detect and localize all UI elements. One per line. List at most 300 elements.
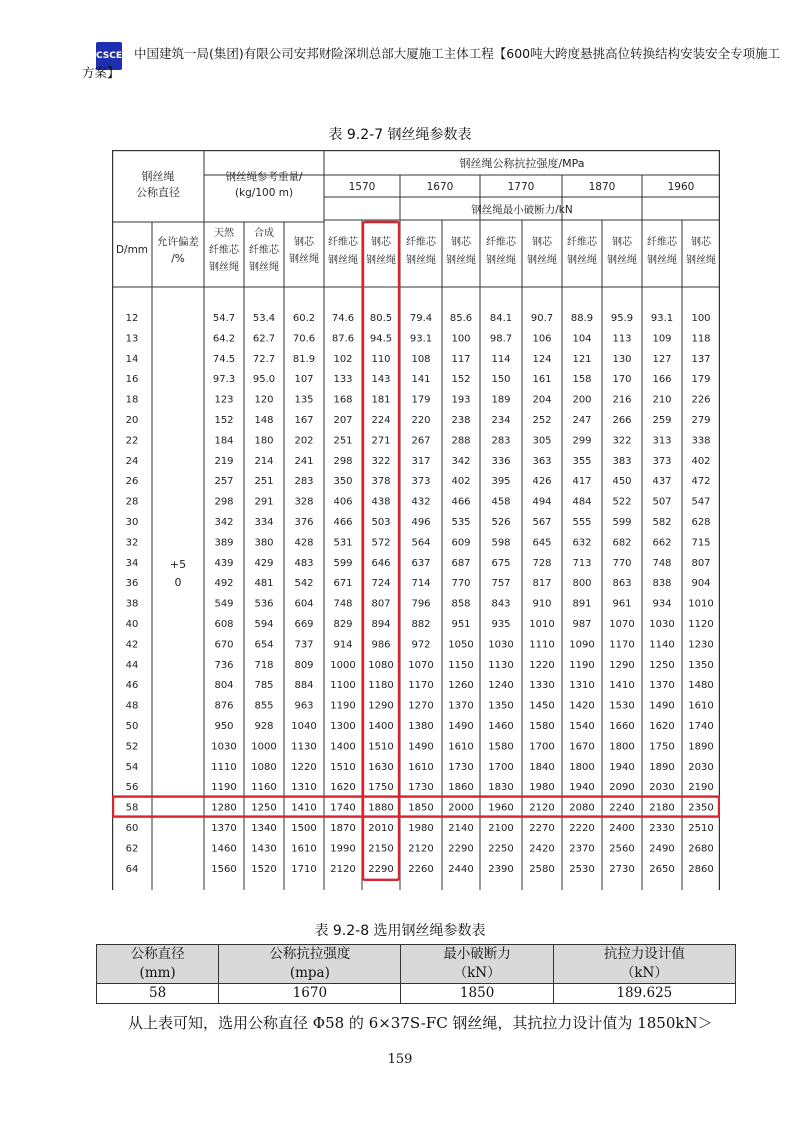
table-cell: 637 xyxy=(411,557,431,569)
table-cell: 483 xyxy=(294,557,314,569)
header-diameter-1: 钢丝绳 xyxy=(141,170,175,183)
body-paragraph: 从上表可知，选用公称直径 Φ58 的 6×37S-FC 钢丝绳，其抗拉力设计值为 1850kN＞ xyxy=(128,1014,713,1032)
table-cell: 807 xyxy=(691,557,711,569)
table-cell: 87.6 xyxy=(331,333,355,345)
table-cell: 305 xyxy=(532,435,552,447)
table-cell: 2730 xyxy=(609,863,635,875)
table-cell: 1980 xyxy=(408,823,434,834)
table-cell: 2270 xyxy=(529,823,555,834)
table-cell: 373 xyxy=(411,476,431,488)
table-cell: 100 xyxy=(691,313,711,324)
table-cell: 1180 xyxy=(368,680,394,692)
table-cell: 80.5 xyxy=(369,313,393,324)
table-cell: 1840 xyxy=(529,761,555,773)
table-cell: 88.9 xyxy=(570,313,594,324)
table-cell: 934 xyxy=(652,598,672,610)
table-cell: 910 xyxy=(532,598,552,610)
table-cell: 770 xyxy=(612,557,632,569)
table-cell: 100 xyxy=(451,333,471,345)
table-cell: 93.1 xyxy=(409,333,433,345)
table-cell: 238 xyxy=(451,415,471,426)
table-cell: 214 xyxy=(254,455,274,467)
table-cell: 417 xyxy=(572,476,592,488)
table-cell: 204 xyxy=(532,394,552,406)
table-cell: 1740 xyxy=(330,802,356,814)
table-cell: 95.9 xyxy=(610,313,634,324)
table-cell: 79.4 xyxy=(409,313,433,324)
table-cell: 121 xyxy=(572,353,592,365)
table-cell: 1860 xyxy=(448,782,474,794)
table-cell: 1740 xyxy=(688,721,714,732)
table-cell: 935 xyxy=(491,619,511,630)
row-diameter: 32 xyxy=(125,537,139,549)
row-diameter: 40 xyxy=(125,619,139,630)
table-cell: 1610 xyxy=(408,761,434,773)
table-cell: 1940 xyxy=(569,782,595,794)
table-cell: 963 xyxy=(294,700,314,712)
table-cell: 1260 xyxy=(448,680,474,692)
table-cell: 279 xyxy=(691,415,711,426)
table-cell: 646 xyxy=(371,557,391,569)
table-cell: 102 xyxy=(333,353,353,365)
table2-cell-break-force: 1850 xyxy=(401,984,553,1004)
table-cell: 1270 xyxy=(408,700,434,712)
table-cell: 1490 xyxy=(649,700,675,712)
table-cell: 2290 xyxy=(368,863,394,875)
table-cell: 342 xyxy=(214,517,234,528)
table-cell: 986 xyxy=(371,639,391,651)
table-cell: 120 xyxy=(254,394,274,406)
table-cell: 170 xyxy=(612,374,632,386)
table-cell: 336 xyxy=(491,455,511,467)
table-cell: 200 xyxy=(572,394,592,406)
selected-rope-table xyxy=(96,944,736,1004)
table-cell: 1460 xyxy=(488,721,514,732)
table-cell: 1750 xyxy=(649,741,675,753)
table-cell: 428 xyxy=(294,537,314,549)
table-cell: 127 xyxy=(652,353,672,365)
table-cell: 150 xyxy=(491,374,511,386)
table-cell: 216 xyxy=(612,394,632,406)
table-cell: 1190 xyxy=(330,700,356,712)
table-cell: 876 xyxy=(214,700,234,712)
table-cell: 507 xyxy=(652,496,672,508)
table-cell: 114 xyxy=(491,353,511,365)
table-cell: 251 xyxy=(333,435,353,447)
table-cell: 2580 xyxy=(529,863,555,875)
break-col-header: 钢丝绳 xyxy=(647,255,677,266)
table2-header-design-value: 抗拉力设计值 （kN） xyxy=(553,945,735,984)
table-cell: 572 xyxy=(371,537,391,549)
table-cell: 85.6 xyxy=(449,313,473,324)
table-cell: 1350 xyxy=(688,659,714,671)
table-cell: 1700 xyxy=(488,761,514,773)
table-cell: 2650 xyxy=(649,863,675,875)
table-cell: 95.0 xyxy=(252,374,276,386)
header-strength: 钢丝绳公称抗拉强度/MPa xyxy=(459,157,585,170)
table-cell: 373 xyxy=(652,455,672,467)
table-cell: 395 xyxy=(491,476,511,488)
table-cell: 334 xyxy=(254,517,274,528)
table-cell: 522 xyxy=(612,496,632,508)
table-cell: 2560 xyxy=(609,843,635,855)
table-cell: 1030 xyxy=(211,741,237,753)
table-cell: 2290 xyxy=(448,843,474,855)
table-cell: 542 xyxy=(294,578,314,590)
table-cell: 62.7 xyxy=(252,333,276,345)
table-cell: 1940 xyxy=(609,761,635,773)
table-cell: 2080 xyxy=(569,802,595,814)
table-cell: 338 xyxy=(691,435,711,447)
table-cell: 748 xyxy=(333,598,353,610)
table-cell: 682 xyxy=(612,537,632,549)
table-cell: 168 xyxy=(333,394,353,406)
table-cell: 181 xyxy=(371,394,391,406)
table-cell: 481 xyxy=(254,578,274,590)
table-cell: 718 xyxy=(254,659,274,671)
weight-col-header: 钢丝绳 xyxy=(289,254,319,265)
row-diameter: 26 xyxy=(125,476,139,488)
table-cell: 1010 xyxy=(529,619,555,630)
header-weight-2: (kg/100 m) xyxy=(234,187,294,199)
table-cell: 1980 xyxy=(529,782,555,794)
table-cell: 2330 xyxy=(649,823,675,834)
table-cell: 90.7 xyxy=(530,313,554,324)
table-cell: 383 xyxy=(612,455,632,467)
table-cell: 807 xyxy=(371,598,391,610)
table-cell: 1530 xyxy=(609,700,635,712)
table-cell: 283 xyxy=(294,476,314,488)
table2-header-break-force: 最小破断力 （kN） xyxy=(401,945,553,984)
row-diameter: 46 xyxy=(125,680,139,692)
table-cell: 179 xyxy=(411,394,431,406)
table-cell: 317 xyxy=(411,455,431,467)
table-cell: 1230 xyxy=(688,639,714,651)
table-cell: 267 xyxy=(411,435,431,447)
weight-col-header: 钢芯 xyxy=(294,237,314,248)
row-diameter: 62 xyxy=(125,843,139,855)
row-diameter: 28 xyxy=(125,496,139,508)
table-cell: 2010 xyxy=(368,823,394,834)
table-cell: 536 xyxy=(254,598,274,610)
table-cell: 1800 xyxy=(569,761,595,773)
table-cell: 1130 xyxy=(291,741,317,753)
table-cell: 1290 xyxy=(609,659,635,671)
break-col-header: 钢芯 xyxy=(612,237,632,248)
table-cell: 2220 xyxy=(569,823,595,834)
table-cell: 189 xyxy=(491,394,511,406)
table-cell: 234 xyxy=(491,415,511,426)
table-cell: 804 xyxy=(214,680,234,692)
table-cell: 152 xyxy=(451,374,471,386)
table-cell: 855 xyxy=(254,700,274,712)
table-cell: 1110 xyxy=(211,761,237,773)
table-cell: 1250 xyxy=(649,659,675,671)
table-cell: 291 xyxy=(254,496,274,508)
table-cell: 1620 xyxy=(330,782,356,794)
table-cell: 466 xyxy=(451,496,471,508)
table-cell: 662 xyxy=(652,537,672,549)
table2-header-strength: 公称抗拉强度 (mpa) xyxy=(219,945,401,984)
table-cell: 1730 xyxy=(408,782,434,794)
table-cell: 1410 xyxy=(609,680,635,692)
table-cell: 439 xyxy=(214,557,234,569)
table-cell: 81.9 xyxy=(292,353,316,365)
table-cell: 2180 xyxy=(649,802,675,814)
company-logo-icon: CSCEC xyxy=(96,42,122,70)
table-cell: 432 xyxy=(411,496,431,508)
break-col-header: 钢丝绳 xyxy=(567,255,597,266)
table-cell: 402 xyxy=(691,455,711,467)
table-cell: 1700 xyxy=(529,741,555,753)
header-weight-1: 钢丝绳参考重量/ xyxy=(225,171,303,183)
table2-header-diameter: 公称直径 (mm) xyxy=(97,945,219,984)
table-cell: 98.7 xyxy=(489,333,513,345)
table-cell: 402 xyxy=(451,476,471,488)
table-cell: 266 xyxy=(612,415,632,426)
table-cell: 1040 xyxy=(291,721,317,732)
table-cell: 72.7 xyxy=(252,353,276,365)
table-cell: 74.5 xyxy=(212,353,236,365)
table-cell: 135 xyxy=(294,394,314,406)
table-cell: 1280 xyxy=(211,802,237,814)
table-cell: 492 xyxy=(214,578,234,590)
table-cell: 1800 xyxy=(609,741,635,753)
table-cell: 1670 xyxy=(569,741,595,753)
table-cell: 843 xyxy=(491,598,511,610)
table-cell: 1250 xyxy=(251,802,277,814)
table-cell: 1300 xyxy=(330,721,356,732)
table-cell: 472 xyxy=(691,476,711,488)
table-cell: 124 xyxy=(532,353,552,365)
table-cell: 671 xyxy=(333,578,353,590)
weight-col-header: 纤维芯 xyxy=(209,245,239,256)
table-cell: 549 xyxy=(214,598,234,610)
table-cell: 2490 xyxy=(649,843,675,855)
table-cell: 1850 xyxy=(408,802,434,814)
table-cell: 109 xyxy=(652,333,672,345)
table-cell: 376 xyxy=(294,517,314,528)
table-cell: 496 xyxy=(411,517,431,528)
table-cell: 1150 xyxy=(448,659,474,671)
table-cell: 84.1 xyxy=(489,313,513,324)
table-cell: 148 xyxy=(254,415,274,426)
table-cell: 2420 xyxy=(529,843,555,855)
table-cell: 202 xyxy=(294,435,314,447)
table-cell: 1610 xyxy=(448,741,474,753)
table-cell: 53.4 xyxy=(252,313,276,324)
weight-col-header: 合成 xyxy=(254,228,274,239)
table-cell: 298 xyxy=(214,496,234,508)
header-break-force: 钢丝绳最小破断力/kN xyxy=(471,204,573,216)
table-cell: 322 xyxy=(612,435,632,447)
row-diameter: 58 xyxy=(125,802,139,814)
table-cell: 728 xyxy=(532,557,552,569)
table-cell: 1080 xyxy=(251,761,277,773)
table-cell: 2100 xyxy=(488,823,514,834)
table-cell: 108 xyxy=(411,353,431,365)
table-cell: 928 xyxy=(254,721,274,732)
table-cell: 1330 xyxy=(529,680,555,692)
table-cell: 328 xyxy=(294,496,314,508)
table-cell: 2140 xyxy=(448,823,474,834)
break-col-header: 纤维芯 xyxy=(647,237,677,248)
table-cell: 714 xyxy=(411,578,431,590)
table-cell: 1400 xyxy=(330,741,356,753)
table-cell: 1430 xyxy=(251,843,277,855)
table-cell: 2860 xyxy=(688,863,714,875)
row-diameter: 50 xyxy=(125,721,139,732)
table-cell: 241 xyxy=(294,455,314,467)
table-cell: 1160 xyxy=(251,782,277,794)
row-diameter: 42 xyxy=(125,639,139,651)
table-cell: 713 xyxy=(572,557,592,569)
table-cell: 298 xyxy=(333,455,353,467)
break-col-header: 纤维芯 xyxy=(486,237,516,248)
table-cell: 97.3 xyxy=(212,374,236,386)
table-cell: 161 xyxy=(532,374,552,386)
table-cell: 1510 xyxy=(368,741,394,753)
table-cell: 884 xyxy=(294,680,314,692)
table-cell: 1190 xyxy=(211,782,237,794)
grade-1960: 1960 xyxy=(667,181,695,193)
table-cell: 494 xyxy=(532,496,552,508)
table-cell: 800 xyxy=(572,578,592,590)
table-cell: 93.1 xyxy=(650,313,674,324)
table-cell: 288 xyxy=(451,435,471,447)
table-cell: 2190 xyxy=(688,782,714,794)
table-cell: 724 xyxy=(371,578,391,590)
table-cell: 1580 xyxy=(529,721,555,732)
table-cell: 193 xyxy=(451,394,471,406)
table-cell: 1010 xyxy=(688,598,714,610)
table-cell: 1350 xyxy=(488,700,514,712)
row-diameter: 14 xyxy=(125,353,139,365)
break-col-header: 钢丝绳 xyxy=(527,255,557,266)
table-cell: 582 xyxy=(652,517,672,528)
table-cell: 2030 xyxy=(649,782,675,794)
table-cell: 1490 xyxy=(448,721,474,732)
table-cell: 1380 xyxy=(408,721,434,732)
table-cell: 123 xyxy=(214,394,234,406)
table-cell: 2390 xyxy=(488,863,514,875)
table-cell: 1540 xyxy=(569,721,595,732)
table-cell: 1490 xyxy=(408,741,434,753)
header-title-line2: 方案】 xyxy=(82,65,120,80)
table-cell: 74.6 xyxy=(331,313,355,324)
table-cell: 117 xyxy=(451,353,471,365)
table-cell: 669 xyxy=(294,619,314,630)
table-cell: 2350 xyxy=(688,802,714,814)
break-col-header: 钢芯 xyxy=(451,237,471,248)
row-diameter: 30 xyxy=(125,517,139,528)
table-cell: 1870 xyxy=(330,823,356,834)
table-cell: 110 xyxy=(371,353,391,365)
table-cell: 252 xyxy=(532,415,552,426)
break-col-header: 纤维芯 xyxy=(406,237,436,248)
table-cell: 1480 xyxy=(688,680,714,692)
table-cell: 1030 xyxy=(649,619,675,630)
table2-header-row xyxy=(97,945,736,984)
table-cell: 113 xyxy=(612,333,632,345)
table-cell: 609 xyxy=(451,537,471,549)
table-cell: 1030 xyxy=(488,639,514,651)
table1-caption: 表 9.2-7 钢丝绳参数表 xyxy=(328,127,472,143)
table-cell: 604 xyxy=(294,598,314,610)
table2-cell-diameter: 58 xyxy=(97,984,219,1004)
table-cell: 378 xyxy=(371,476,391,488)
table-cell: 1140 xyxy=(649,639,675,651)
table-cell: 863 xyxy=(612,578,632,590)
table-cell: 1560 xyxy=(211,863,237,875)
table-cell: 1400 xyxy=(368,721,394,732)
header-title-line1: 中国建筑一局(集团)有限公司安邦财险深圳总部大厦施工主体工程【600吨大跨度悬挑高位转换结构安装安全专项施工 xyxy=(134,46,781,61)
table2-caption: 表 9.2-8 选用钢丝绳参数表 xyxy=(314,923,486,939)
break-col-header: 钢丝绳 xyxy=(686,255,716,266)
row-diameter: 34 xyxy=(125,557,139,569)
table-cell: 1000 xyxy=(330,659,356,671)
table-cell: 426 xyxy=(532,476,552,488)
table-cell: 1620 xyxy=(649,721,675,732)
table-cell: 2150 xyxy=(368,843,394,855)
table-cell: 1460 xyxy=(211,843,237,855)
table-cell: 2530 xyxy=(569,863,595,875)
table-cell: 299 xyxy=(572,435,592,447)
table-cell: 599 xyxy=(612,517,632,528)
table-cell: 152 xyxy=(214,415,234,426)
table-cell: 987 xyxy=(572,619,592,630)
table-cell: 259 xyxy=(652,415,672,426)
table-cell: 608 xyxy=(214,619,234,630)
table-cell: 389 xyxy=(214,537,234,549)
table-cell: 1990 xyxy=(330,843,356,855)
table-cell: 1450 xyxy=(529,700,555,712)
header-diameter-2: 公称直径 xyxy=(136,186,180,199)
row-diameter: 44 xyxy=(125,659,139,671)
table-cell: 1120 xyxy=(688,619,714,630)
table-cell: 1830 xyxy=(488,782,514,794)
table-cell: 137 xyxy=(691,353,711,365)
table-cell: 951 xyxy=(451,619,471,630)
header-tol-1: 允许偏差 xyxy=(157,236,199,248)
table-cell: 599 xyxy=(333,557,353,569)
table-cell: 1340 xyxy=(251,823,277,834)
grade-1570: 1570 xyxy=(348,181,376,193)
table-cell: 1370 xyxy=(649,680,675,692)
table-cell: 882 xyxy=(411,619,431,630)
table-cell: 1730 xyxy=(448,761,474,773)
table-cell: 2440 xyxy=(448,863,474,875)
row-diameter: 12 xyxy=(125,313,139,324)
table-cell: 914 xyxy=(333,639,353,651)
table2-cell-strength: 1670 xyxy=(219,984,401,1004)
table-cell: 184 xyxy=(214,435,234,447)
grade-1870: 1870 xyxy=(588,181,616,193)
tolerance-zero: 0 xyxy=(174,576,182,589)
table-cell: 2370 xyxy=(569,843,595,855)
table-cell: 687 xyxy=(451,557,471,569)
break-col-header: 钢丝绳 xyxy=(328,255,358,266)
table-cell: 567 xyxy=(532,517,552,528)
table-cell: 737 xyxy=(294,639,314,651)
header-d: D/mm xyxy=(115,244,149,256)
table-cell: 141 xyxy=(411,374,431,386)
table-cell: 450 xyxy=(612,476,632,488)
wire-rope-table-svg xyxy=(112,150,720,890)
table-cell: 484 xyxy=(572,496,592,508)
table-cell: 817 xyxy=(532,578,552,590)
table-cell: 1890 xyxy=(649,761,675,773)
